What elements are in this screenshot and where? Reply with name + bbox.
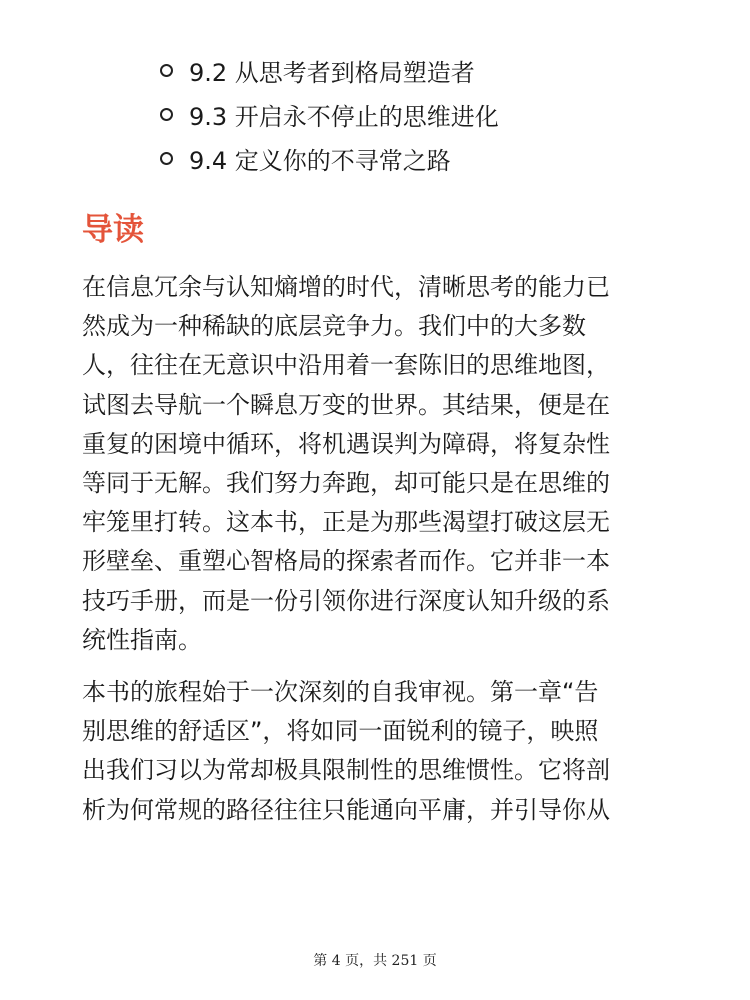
text-line: 人，往往在无意识中沿用着一套陈旧的思维地图，	[82, 351, 610, 380]
text-line: 统性指南。	[82, 625, 202, 654]
toc-list	[160, 48, 499, 180]
text-line: 重复的困境中循环，将机遇误判为障碍，将复杂性	[82, 429, 610, 458]
circle-bullet-icon	[160, 108, 173, 121]
circle-bullet-icon	[160, 152, 173, 165]
toc-item-label: 9.3 开启永不停止的思维进化	[189, 102, 499, 131]
page-number-footer: 第 4 页，共 251 页	[313, 953, 437, 969]
text-line: 在信息冗余与认知熵增的时代，清晰思考的能力已	[82, 273, 610, 301]
paragraph-journey	[82, 673, 670, 830]
section-heading: 导读	[82, 212, 144, 248]
text-line: 等同于无解。我们努力奔跑，却可能只是在思维的	[82, 469, 610, 498]
toc-item[interactable]	[160, 48, 499, 92]
text-line: 试图去导航一个瞬息万变的世界。其结果，便是在	[82, 390, 610, 419]
toc-item-label: 9.2 从思考者到格局塑造者	[189, 58, 475, 87]
circle-bullet-icon	[160, 64, 173, 77]
text-line: 牢笼里打转。这本书，正是为那些渴望打破这层无	[82, 508, 610, 537]
text-line: 别思维的舒适区”，将如同一面锐利的镜子，映照	[82, 717, 599, 746]
text-line: 形壁垒、重塑心智格局的探索者而作。它并非一本	[82, 547, 610, 576]
body-text	[82, 268, 670, 830]
toc-item-label: 9.4 定义你的不寻常之路	[189, 146, 451, 175]
text-line: 本书的旅程始于一次深刻的自我审视。第一章“告	[82, 678, 599, 707]
text-line: 技巧手册，而是一份引领你进行深度认知升级的系	[82, 586, 610, 615]
text-line: 出我们习以为常却极具限制性的思维惯性。它将剖	[82, 756, 610, 785]
paragraph-intro	[82, 268, 670, 660]
text-line: 然成为一种稀缺的底层竞争力。我们中的大多数	[82, 312, 586, 341]
toc-item[interactable]	[160, 136, 499, 180]
paragraph-spacer	[82, 660, 670, 673]
toc-item[interactable]	[160, 92, 499, 136]
text-line: 析为何常规的路径往往只能通向平庸，并引导你从	[82, 795, 610, 824]
